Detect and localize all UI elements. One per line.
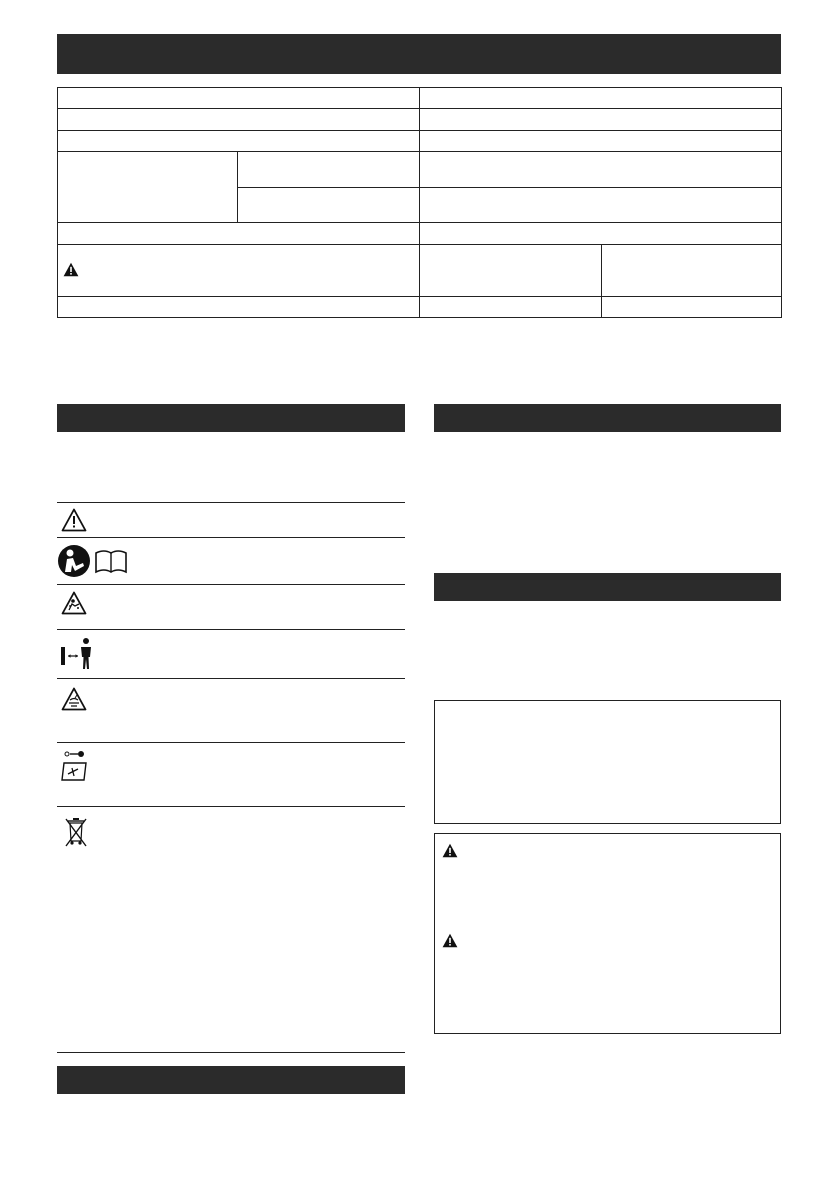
bottom-left-section-header xyxy=(57,1066,405,1094)
note-box xyxy=(434,700,781,824)
spec-row-1-value xyxy=(420,87,782,108)
remove-key-before-maintenance-icon xyxy=(60,749,92,783)
warning-triangle-icon xyxy=(60,506,88,534)
warning-triangle-icon xyxy=(441,931,459,949)
keep-distance-icon xyxy=(60,637,96,671)
spec-row-4-sublabel xyxy=(238,151,419,187)
spec-row-3-value xyxy=(420,130,782,151)
spec-row-8-value-b xyxy=(602,296,782,318)
right-section-2-header xyxy=(434,573,781,601)
read-manual-icon xyxy=(58,543,130,579)
right-section-1-body xyxy=(434,442,781,562)
spec-row-5-value xyxy=(420,187,782,222)
spec-row-2-value xyxy=(420,108,782,130)
spec-row-7-value-b xyxy=(602,244,782,296)
symbol-7-text xyxy=(104,820,404,1040)
flying-debris-warning-icon xyxy=(60,589,88,617)
spec-row-8-label xyxy=(57,296,419,318)
spec-row-7-label xyxy=(84,244,419,296)
spec-row-4-label xyxy=(57,151,237,222)
spec-row-4-value xyxy=(420,151,782,187)
warning-triangle-icon xyxy=(441,841,459,859)
symbols-section-header xyxy=(57,404,405,432)
spec-row-6-value xyxy=(420,222,782,244)
warning-triangle-icon xyxy=(62,260,80,278)
warning-box xyxy=(434,833,781,1034)
spec-row-5-sublabel xyxy=(238,187,419,222)
symbols-intro xyxy=(57,442,405,492)
crossed-out-bin-icon xyxy=(62,815,90,849)
right-section-1-header xyxy=(434,404,781,432)
spec-section-header xyxy=(57,34,781,74)
spec-row-1-label xyxy=(57,87,419,108)
spec-row-6-label xyxy=(57,222,419,244)
rotating-blade-warning-icon xyxy=(60,685,88,713)
right-section-2-body xyxy=(434,611,781,691)
spec-row-8-value-a xyxy=(420,296,601,318)
spec-row-7-value-a xyxy=(420,244,601,296)
spec-row-3-label xyxy=(57,130,419,151)
spec-row-2-label xyxy=(57,108,419,130)
